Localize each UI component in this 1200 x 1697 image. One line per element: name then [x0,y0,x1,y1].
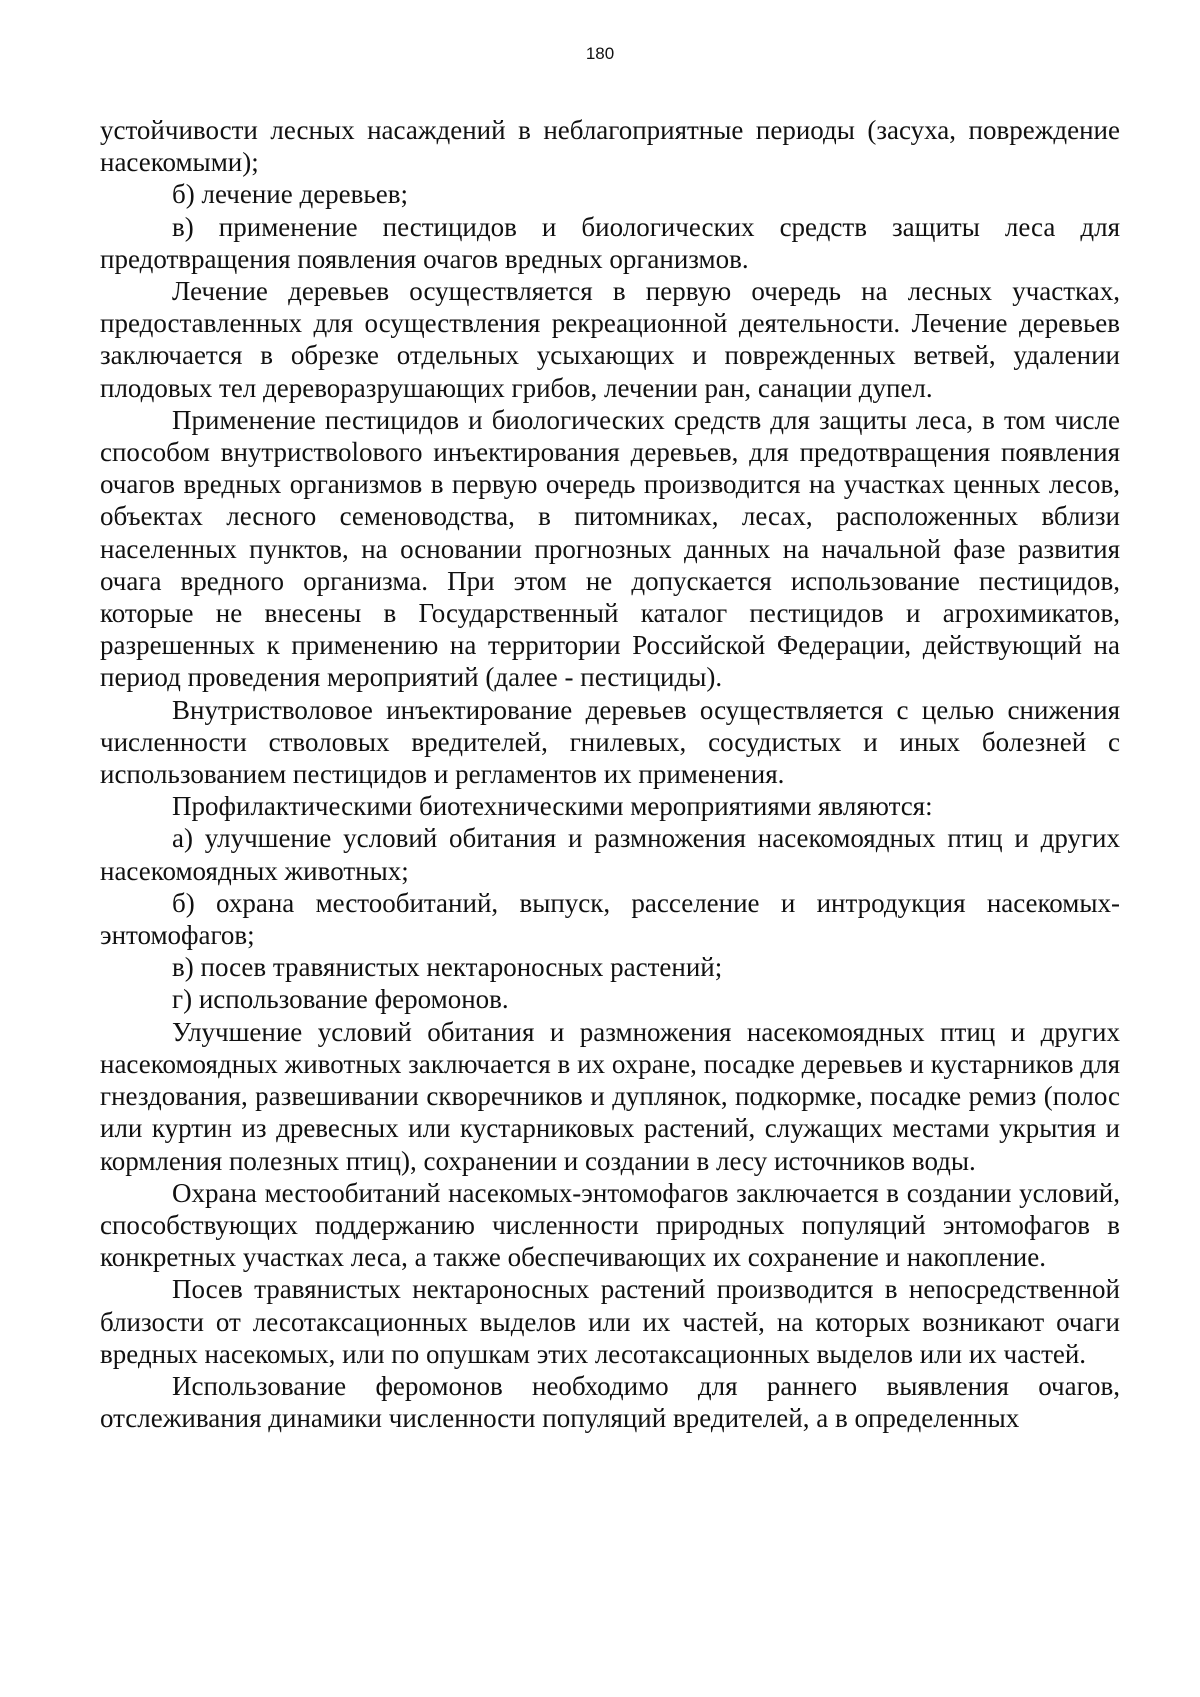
list-item: б) охрана местообитаний, выпуск, расселение и интродукция насекомых-энтомофагов; [100,887,1120,951]
paragraph: Лечение деревьев осуществляется в первую очередь на лесных участках, предоставленных для осуществления рекреационной деятельности. Лечение деревьев заключается в обрезке отдельных усыхающих и поврежденных ветвей, удалении плодовых тел дереворазрушающих грибов, лечении ран, санации дупел. [100,276,1120,403]
paragraph: Профилактическими биотехническими мероприятиями являются: [172,791,933,822]
list-item: в) посев травянистых нектароносных растений; [172,952,723,983]
list-item: г) использование феромонов. [172,984,509,1015]
paragraph: б) лечение деревьев; [172,179,408,210]
paragraph: устойчивости лесных насаждений в неблагоприятные периоды (засуха, повреждение насекомыми); [100,115,1120,178]
document-body [100,114,1120,1434]
paragraph: Посев травянистых нектароносных растений производится в непосредственной близости от лесотаксационных выделов или их частей, на которых возникают очаги вредных насекомых, или по опушкам этих лесотаксационных выделов или их частей. [100,1274,1120,1369]
paragraph: в) применение пестицидов и биологических средств защиты леса для предотвращения появления очагов вредных организмов. [100,211,1120,274]
paragraph: Использование феромонов необходимо для раннего выявления очагов, отслеживания динамики численности популяций вредителей, а в определенных [100,1370,1120,1434]
paragraph: Улучшение условий обитания и размножения насекомоядных птиц и других насекомоядных животных заключается в их охране, посадке деревьев и кустарников для гнездования, развешивании скворечников и дуплянок, подкормке, посадке ремиз (полос или куртин из древесных или кустарниковых растений, служащих местами укрытия и кормления полезных птиц), сохранении и создании в лесу источников воды. [100,1016,1120,1176]
list-item: а) улучшение условий обитания и размножения насекомоядных птиц и других насекомоядных животных; [100,823,1120,886]
page-number: 180 [585,44,615,63]
paragraph: Применение пестицидов и биологических средств для защиты леса, в том числе способом внутриствolового инъектирования деревьев, для предотвращения появления очагов вредных организмов в первую очередь производится на участках ценных лесов, объектах лесного семеноводства, в питомниках, лесах, расположенных вблизи населенных пунктов, на основании прогнозных данных на начальной фазе развития очага вредного организма. При этом не допускается использование пестицидов, которые не внесены в Государственный каталог пестицидов и агрохимикатов, разрешенных к применению на территории Российской Федерации, действующий на период проведения мероприятий (далее - пестициды). [100,404,1120,693]
paragraph: Охрана местообитаний насекомых-энтомофагов заключается в создании условий, способствующих поддержанию численности природных популяций энтомофагов в конкретных участках леса, а также обеспечивающих их сохранение и накопление. [100,1177,1120,1273]
paragraph: Внутристволовое инъектирование деревьев осуществляется с целью снижения численности стволовых вредителей, гнилевых, сосудистых и иных болезней с использованием пестицидов и регламентов их применения. [100,694,1120,790]
